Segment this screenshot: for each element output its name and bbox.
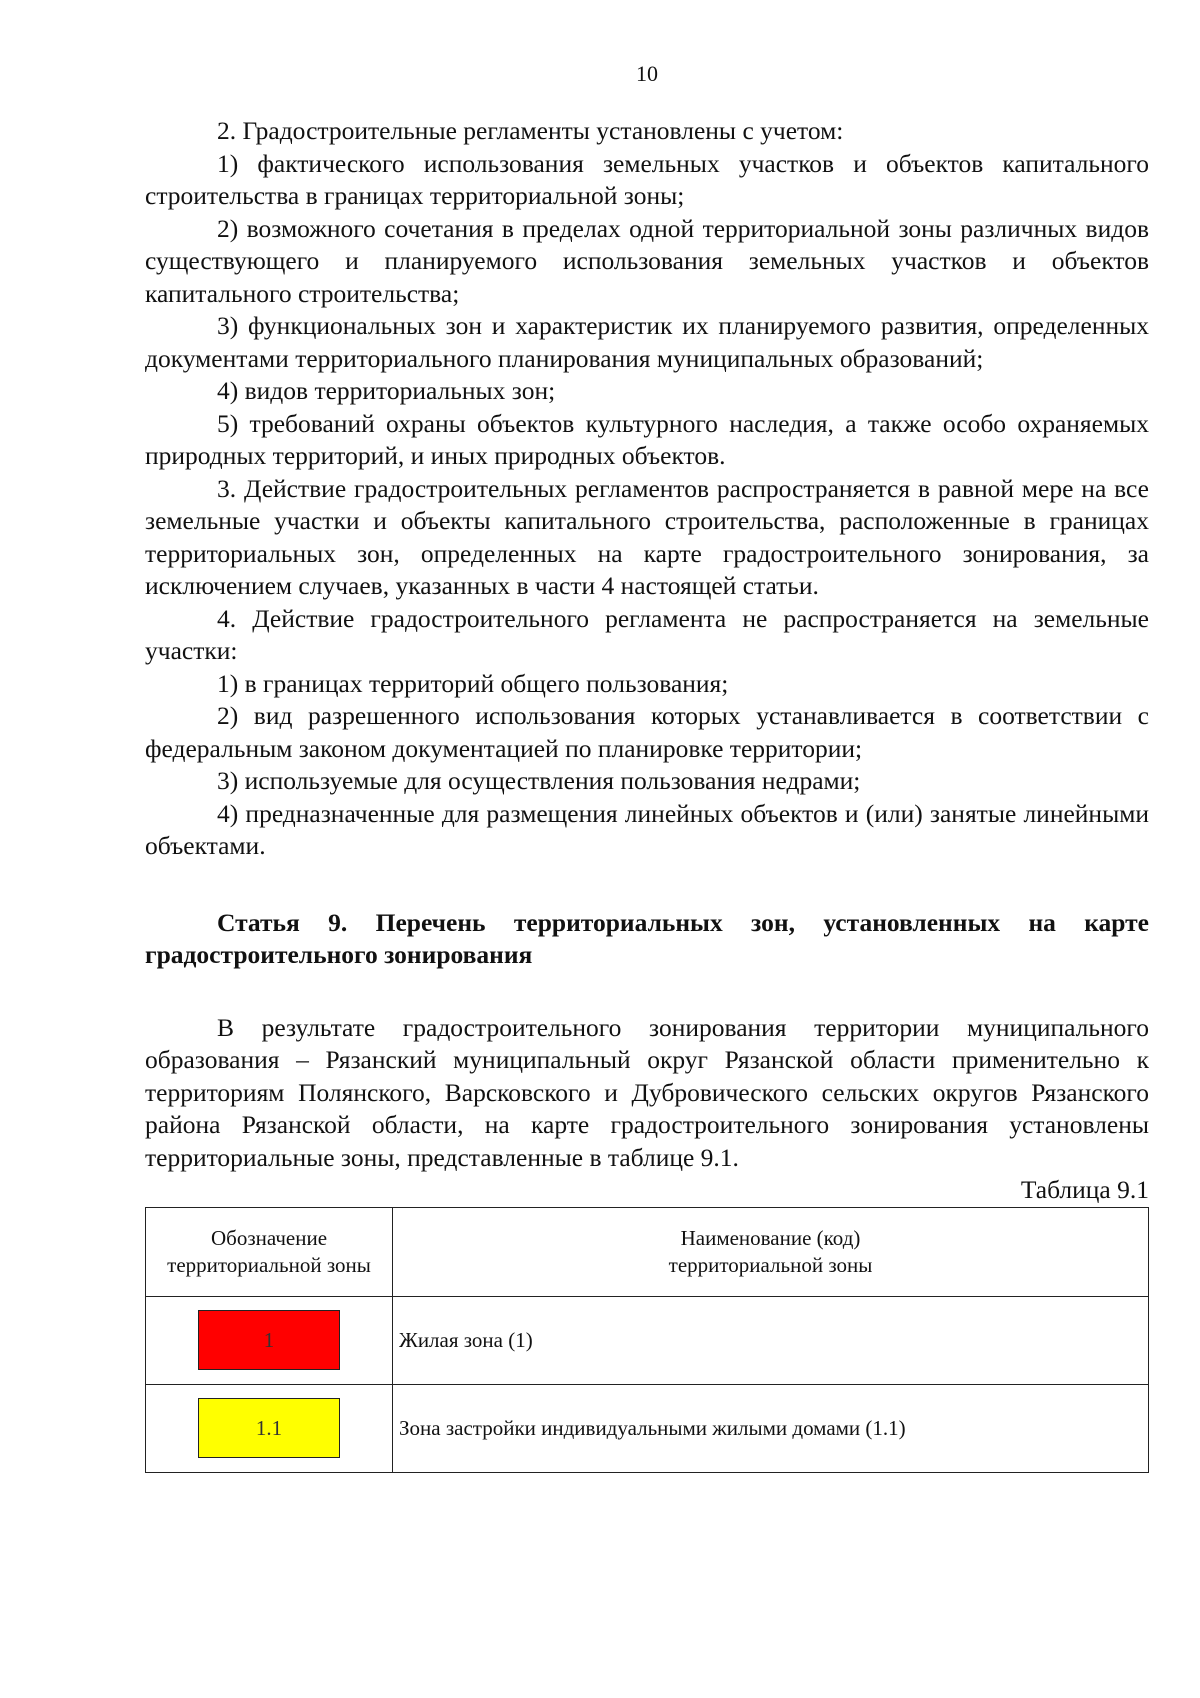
zone-color-swatch: 1.1 bbox=[198, 1398, 340, 1458]
table-row bbox=[146, 1296, 1149, 1384]
zone-code-cell bbox=[146, 1296, 393, 1384]
zone-name: Жилая зона (1) bbox=[393, 1296, 1149, 1384]
zone-color-swatch: 1 bbox=[198, 1310, 340, 1370]
paragraph: 4. Действие градостроительного регламента не распространяется на земельные участки: bbox=[145, 603, 1149, 665]
paragraph: 3. Действие градостроительных регламентов распространяется в равной мере на все земельные участки и объекты капитального строительства, расположенные в границах территориальных зон, определенных на карте градостроительного зонирования, за исключением случаев, указанных в части 4 настоящей статьи. bbox=[145, 473, 1149, 600]
table-header-row bbox=[146, 1207, 1149, 1296]
table-row bbox=[146, 1384, 1149, 1472]
header-code: Обозначение территориальной зоны bbox=[146, 1207, 393, 1296]
paragraph: 1) фактического использования земельных участков и объектов капитального строительства в границах территориальной зоны; bbox=[145, 148, 1149, 210]
paragraph: 4) видов территориальных зон; bbox=[217, 376, 556, 405]
paragraph: 1) в границах территорий общего пользования; bbox=[217, 668, 729, 698]
paragraph: 2) возможного сочетания в пределах одной территориальной зоны различных видов существующего и планируемого использования земельных участков и объектов капитального строительства; bbox=[145, 213, 1149, 308]
article-heading: Статья 9. Перечень территориальных зон, установленных на карте градостроительного зонирования bbox=[145, 907, 1149, 969]
zones-table bbox=[145, 1207, 1149, 1473]
paragraph: 3) используемые для осуществления пользования недрами; bbox=[217, 766, 861, 795]
paragraph: 2) вид разрешенного использования которых устанавливается в соответствии с федеральным законом документацией по планировке территории; bbox=[145, 701, 1149, 763]
paragraph: 2. Градостроительные регламенты установлены с учетом: bbox=[217, 116, 844, 145]
paragraph: 3) функциональных зон и характеристик их планируемого развития, определенных документами территориального планирования муниципальных образований; bbox=[145, 311, 1149, 373]
zone-name: Зона застройки индивидуальными жилыми домами (1.1) bbox=[393, 1384, 1149, 1472]
header-name bbox=[393, 1207, 1149, 1296]
intro-paragraph: В результате градостроительного зонирования территории муниципального образования – Рязанский муниципальный округ Рязанской области применительно к территориям Полянского, Варсковского и Дубровического сельских округов Рязанского района Рязанской области, на карте градостроительного зонирования установлены территориальные зоны, представленные в таблице 9.1. bbox=[145, 1012, 1149, 1172]
paragraph: 5) требований охраны объектов культурного наследия, а также особо охраняемых природных территорий, и иных природных объектов. bbox=[145, 408, 1149, 470]
zone-code-cell bbox=[146, 1384, 393, 1472]
header-name-text: Наименование (код) территориальной зоны bbox=[668, 1225, 873, 1277]
document-body bbox=[145, 115, 1149, 1473]
page-number: 10 bbox=[636, 61, 658, 86]
paragraph: 4) предназначенные для размещения линейных объектов и (или) занятые линейными объектами. bbox=[145, 798, 1149, 860]
table-caption: Таблица 9.1 bbox=[1020, 1175, 1149, 1204]
